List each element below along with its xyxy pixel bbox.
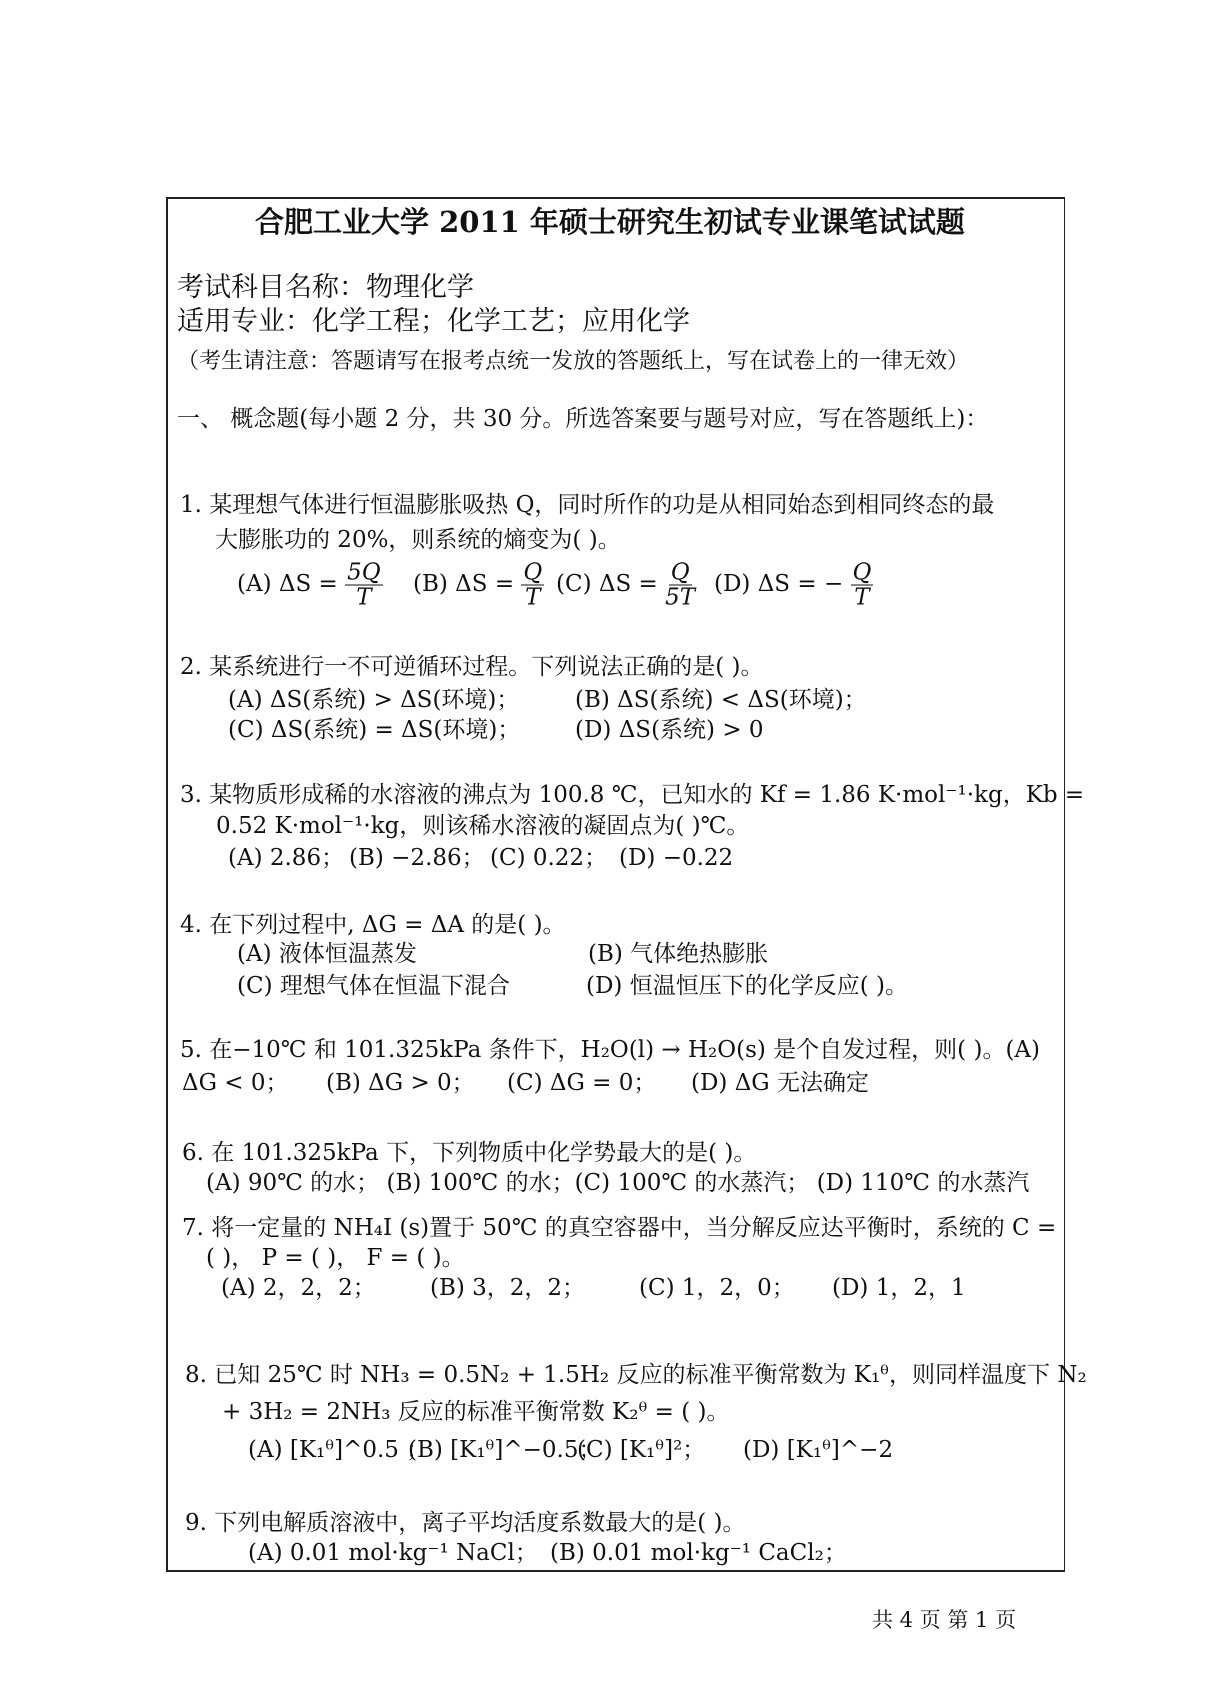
- question-5-option-d: (D) ΔG 无法确定: [691, 1070, 869, 1096]
- option-label: (C) ΔS =: [556, 571, 658, 597]
- question-4-line-1: 4. 在下列过程中, ΔG = ΔA 的是( )。: [180, 912, 566, 938]
- denominator: T: [854, 584, 870, 611]
- question-8-option-b: (B) [K₁ᶿ]^−0.5；: [408, 1437, 602, 1463]
- question-2-option-c: (C) ΔS(系统) = ΔS(环境)；: [228, 717, 521, 743]
- question-4-option-a: (A) 液体恒温蒸发: [237, 941, 417, 967]
- question-8-option-a: (A) [K₁ᶿ]^0.5 ；: [248, 1437, 430, 1463]
- question-9-option-a: (A) 0.01 mol·kg⁻¹ NaCl；: [248, 1540, 538, 1566]
- numerator: Q: [523, 559, 543, 586]
- question-1-line-2: 大膨胀功的 20%，则系统的熵变为( )。: [215, 527, 621, 553]
- exam-title: 合肥工业大学 2011 年硕士研究生初试专业课笔试试题: [255, 205, 965, 239]
- question-7-option-c: (C) 1，2，0；: [639, 1275, 795, 1301]
- fraction: [521, 561, 544, 610]
- question-8-option-c: (C) [K₁ᶿ]²；: [577, 1437, 706, 1463]
- question-3-line-2: 0.52 K·mol⁻¹·kg，则该稀水溶液的凝固点为( )℃。: [216, 813, 750, 839]
- question-6-options: (A) 90℃ 的水； (B) 100℃ 的水；(C) 100℃ 的水蒸汽； (D) 110℃ 的水蒸汽: [206, 1170, 1030, 1196]
- question-3-line-1: 3. 某物质形成稀的水溶液的沸点为 100.8 ℃，已知水的 Kf = 1.86 K·mol⁻¹·kg，Kb =: [180, 782, 1085, 808]
- option-label: (D) ΔS = −: [714, 571, 844, 597]
- denominator: 5T: [665, 584, 696, 611]
- question-2-line-1: 2. 某系统进行一不可逆循环过程。下列说法正确的是( )。: [180, 654, 764, 680]
- question-8-option-d: (D) [K₁ᶿ]^−2: [743, 1437, 894, 1463]
- applicable-majors: 适用专业：化学工程；化学工艺；应用化学: [177, 306, 690, 337]
- question-7-line-1: 7. 将一定量的 NH₄I (s)置于 50℃ 的真空容器中，当分解反应达平衡时，系统的 C =: [182, 1215, 1057, 1241]
- question-9-option-b: (B) 0.01 mol·kg⁻¹ CaCl₂；: [550, 1540, 847, 1566]
- fraction: [665, 561, 695, 610]
- question-5-option-b: (B) ΔG > 0；: [326, 1070, 475, 1096]
- fraction: [851, 561, 874, 610]
- exam-subject: 考试科目名称：物理化学: [177, 272, 474, 303]
- section-heading: 一、 概念题(每小题 2 分，共 30 分。所选答案要与题号对应，写在答题纸上)：: [177, 406, 989, 432]
- question-3-option-c: (C) 0.22；: [490, 845, 608, 871]
- question-9-line-1: 9. 下列电解质溶液中，离子平均活度系数最大的是( )。: [185, 1510, 746, 1536]
- question-1-option-a: [237, 561, 383, 610]
- question-8-line-1: 8. 已知 25℃ 时 NH₃ = 0.5N₂ + 1.5H₂ 反应的标准平衡常数为 K₁ᶿ，则同样温度下 N₂: [185, 1362, 1087, 1388]
- question-4-option-d: (D) 恒温恒压下的化学反应( )。: [586, 973, 908, 999]
- fraction: [345, 561, 383, 610]
- question-1-option-c: [556, 561, 695, 610]
- question-1-option-b: [413, 561, 544, 610]
- question-2-option-a: (A) ΔS(系统) > ΔS(环境)；: [228, 687, 520, 713]
- question-7-option-a: (A) 2，2，2；: [221, 1275, 376, 1301]
- numerator: Q: [670, 559, 690, 586]
- question-8-line-2: + 3H₂ = 2NH₃ 反应的标准平衡常数 K₂ᶿ = ( )。: [222, 1399, 730, 1425]
- question-2-option-b: (B) ΔS(系统) < ΔS(环境)；: [575, 687, 867, 713]
- question-1-line-1: 1. 某理想气体进行恒温膨胀吸热 Q，同时所作的功是从相同始态到相同终态的最: [180, 492, 995, 518]
- numerator: Q: [852, 559, 872, 586]
- question-4-option-b: (B) 气体绝热膨胀: [588, 941, 769, 967]
- exam-notice: （考生请注意：答题请写在报考点统一发放的答题纸上，写在试卷上的一律无效）: [177, 349, 970, 374]
- question-7-option-d: (D) 1，2，1: [832, 1275, 966, 1301]
- numerator: 5Q: [347, 559, 381, 586]
- denominator: T: [525, 584, 541, 611]
- question-2-option-d: (D) ΔS(系统) > 0: [575, 717, 764, 743]
- question-4-option-c: (C) 理想气体在恒温下混合: [237, 973, 510, 999]
- question-5-option-c: (C) ΔG = 0；: [507, 1070, 657, 1096]
- question-3-option-b: (B) −2.86；: [349, 845, 485, 871]
- question-5-line-1: 5. 在−10℃ 和 101.325kPa 条件下，H₂O(l) → H₂O(s) 是个自发过程，则( )。(A): [180, 1037, 1040, 1063]
- question-7-line-2: ( )， P = ( )， F = ( )。: [206, 1245, 465, 1271]
- question-1-option-d: [714, 561, 873, 610]
- question-7-option-b: (B) 3，2，2；: [430, 1275, 586, 1301]
- denominator: T: [356, 584, 372, 611]
- page-footer: 共 4 页 第 1 页: [872, 1608, 1017, 1632]
- question-5-option-a: ΔG < 0；: [182, 1070, 289, 1096]
- question-3-option-d: (D) −0.22: [619, 845, 734, 871]
- question-6-line-1: 6. 在 101.325kPa 下，下列物质中化学势最大的是( )。: [182, 1140, 757, 1166]
- option-label: (A) ΔS =: [237, 571, 338, 597]
- option-label: (B) ΔS =: [413, 571, 515, 597]
- question-3-option-a: (A) 2.86；: [228, 845, 345, 871]
